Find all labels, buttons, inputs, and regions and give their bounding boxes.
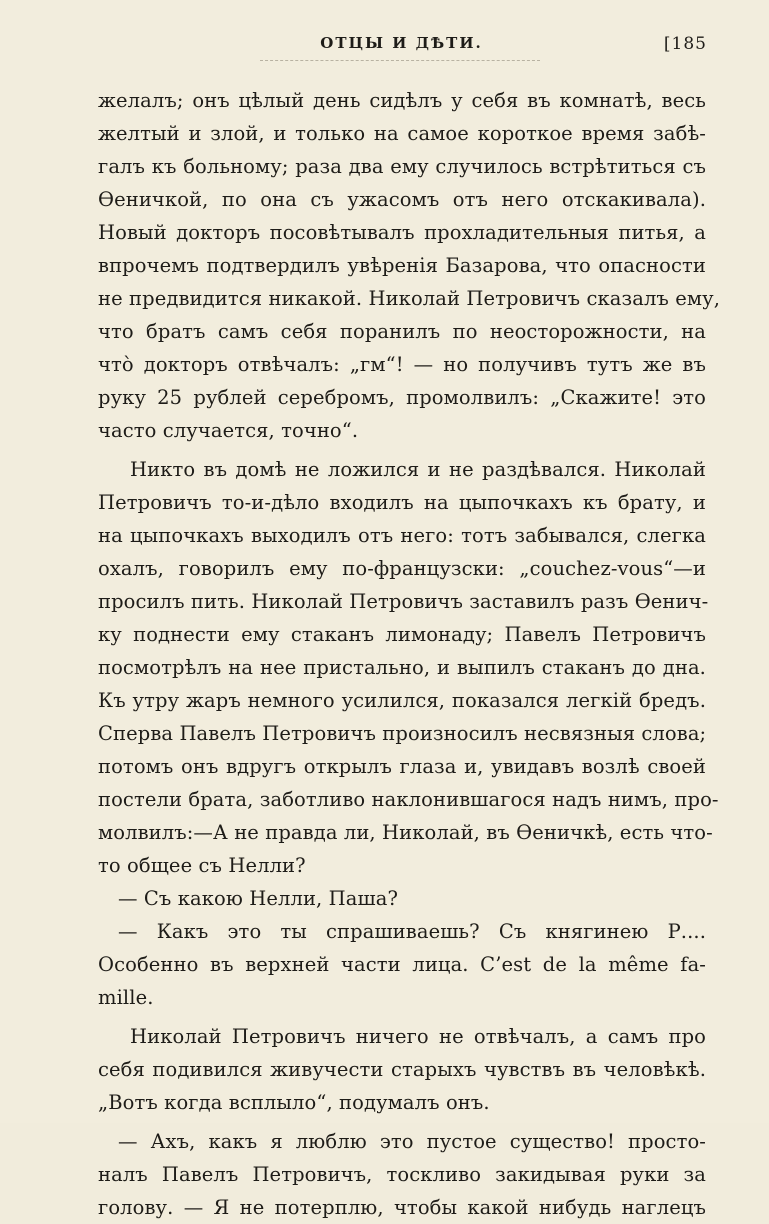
text-line: Николай Петровичъ ничего не отвѣчалъ, а самъ про xyxy=(130,1025,706,1048)
text-line: что братъ самъ себя поранилъ по неосторожности, на xyxy=(98,320,706,343)
text-line: Петровичъ то-и-дѣло входилъ на цыпочкахъ къ брату, и xyxy=(98,491,706,514)
text-line: желтый и злой, и только на самое короткое время забѣ- xyxy=(98,122,706,145)
text-line: ку поднести ему стаканъ лимонаду; Павелъ Петровичъ xyxy=(98,623,706,646)
text-line: охалъ, говорилъ ему по-французски: „couchez-vous“—и xyxy=(98,557,706,580)
text-line: Особенно въ верхней части лица. C’est de la même fa- xyxy=(98,953,706,976)
text-line: себя подивился живучести старыхъ чувствъ въ человѣкѣ. xyxy=(98,1058,706,1081)
text-line: просилъ пить. Николай Петровичъ заставилъ разъ Ѳенич- xyxy=(98,590,709,613)
page-number: [185 xyxy=(663,34,707,54)
running-head: ОТЦЫ И ДѢТИ. xyxy=(320,34,483,52)
text-line: не предвидится никакой. Николай Петровичъ сказалъ ему, xyxy=(98,287,721,310)
text-line: Никто въ домѣ не ложился и не раздѣвался. Николай xyxy=(130,458,706,481)
text-line: Новый докторъ посовѣтывалъ прохладительныя питья, а xyxy=(98,221,706,244)
text-line: Сперва Павелъ Петровичъ произносилъ несвязныя слова; xyxy=(98,722,707,745)
text-line: постели брата, заботливо наклонившагося надъ нимъ, про- xyxy=(98,788,719,811)
text-line: голову. — Я не потерплю, чтобы какой нибудь наглецъ xyxy=(98,1196,706,1219)
text-line: Къ утру жаръ немного усилился, показался легкій бредъ. xyxy=(98,689,706,712)
text-line: mille. xyxy=(98,986,154,1009)
text-line: часто случается, точно“. xyxy=(98,419,359,442)
text-line: молвилъ:—А не правда ли, Николай, въ Ѳеничкѣ, есть что- xyxy=(98,821,713,844)
header-rule xyxy=(260,60,540,61)
text-line: впрочемъ подтвердилъ увѣренія Базарова, что опасности xyxy=(98,254,706,277)
text-line: галъ къ больному; раза два ему случилось встрѣтиться съ xyxy=(98,155,706,178)
text-line: „Вотъ когда всплыло“, подумалъ онъ. xyxy=(98,1091,490,1114)
body-text xyxy=(98,84,721,1224)
text-line: то общее съ Нелли? xyxy=(98,854,306,877)
text-line: — Ахъ, какъ я люблю это пустое существо! просто- xyxy=(118,1130,706,1153)
text-line: желалъ; онъ цѣлый день сидѣлъ у себя въ комнатѣ, весь xyxy=(98,89,706,112)
text-line: Ѳеничкой, по она съ ужасомъ отъ него отскакивала). xyxy=(98,188,706,211)
text-line: посмотрѣлъ на нее пристально, и выпилъ стаканъ до дна. xyxy=(98,656,706,679)
text-line: налъ Павелъ Петровичъ, тоскливо закидывая руки за xyxy=(98,1163,706,1186)
text-line: на цыпочкахъ выходилъ отъ него: тотъ забывался, слегка xyxy=(98,524,706,547)
text-line: потомъ онъ вдругъ открылъ глаза и, увидавъ возлѣ своей xyxy=(98,755,706,778)
text-line: что̀ докторъ отвѣчалъ: „гм“! — но получивъ тутъ же въ xyxy=(98,353,706,376)
page-header xyxy=(96,34,707,56)
text-line: — Съ какою Нелли, Паша? xyxy=(118,887,398,910)
text-line: — Какъ это ты спрашиваешь? Съ княгинею Р.... xyxy=(118,920,706,943)
text-line: руку 25 рублей серебромъ, промолвилъ: „Скажите! это xyxy=(98,386,706,409)
